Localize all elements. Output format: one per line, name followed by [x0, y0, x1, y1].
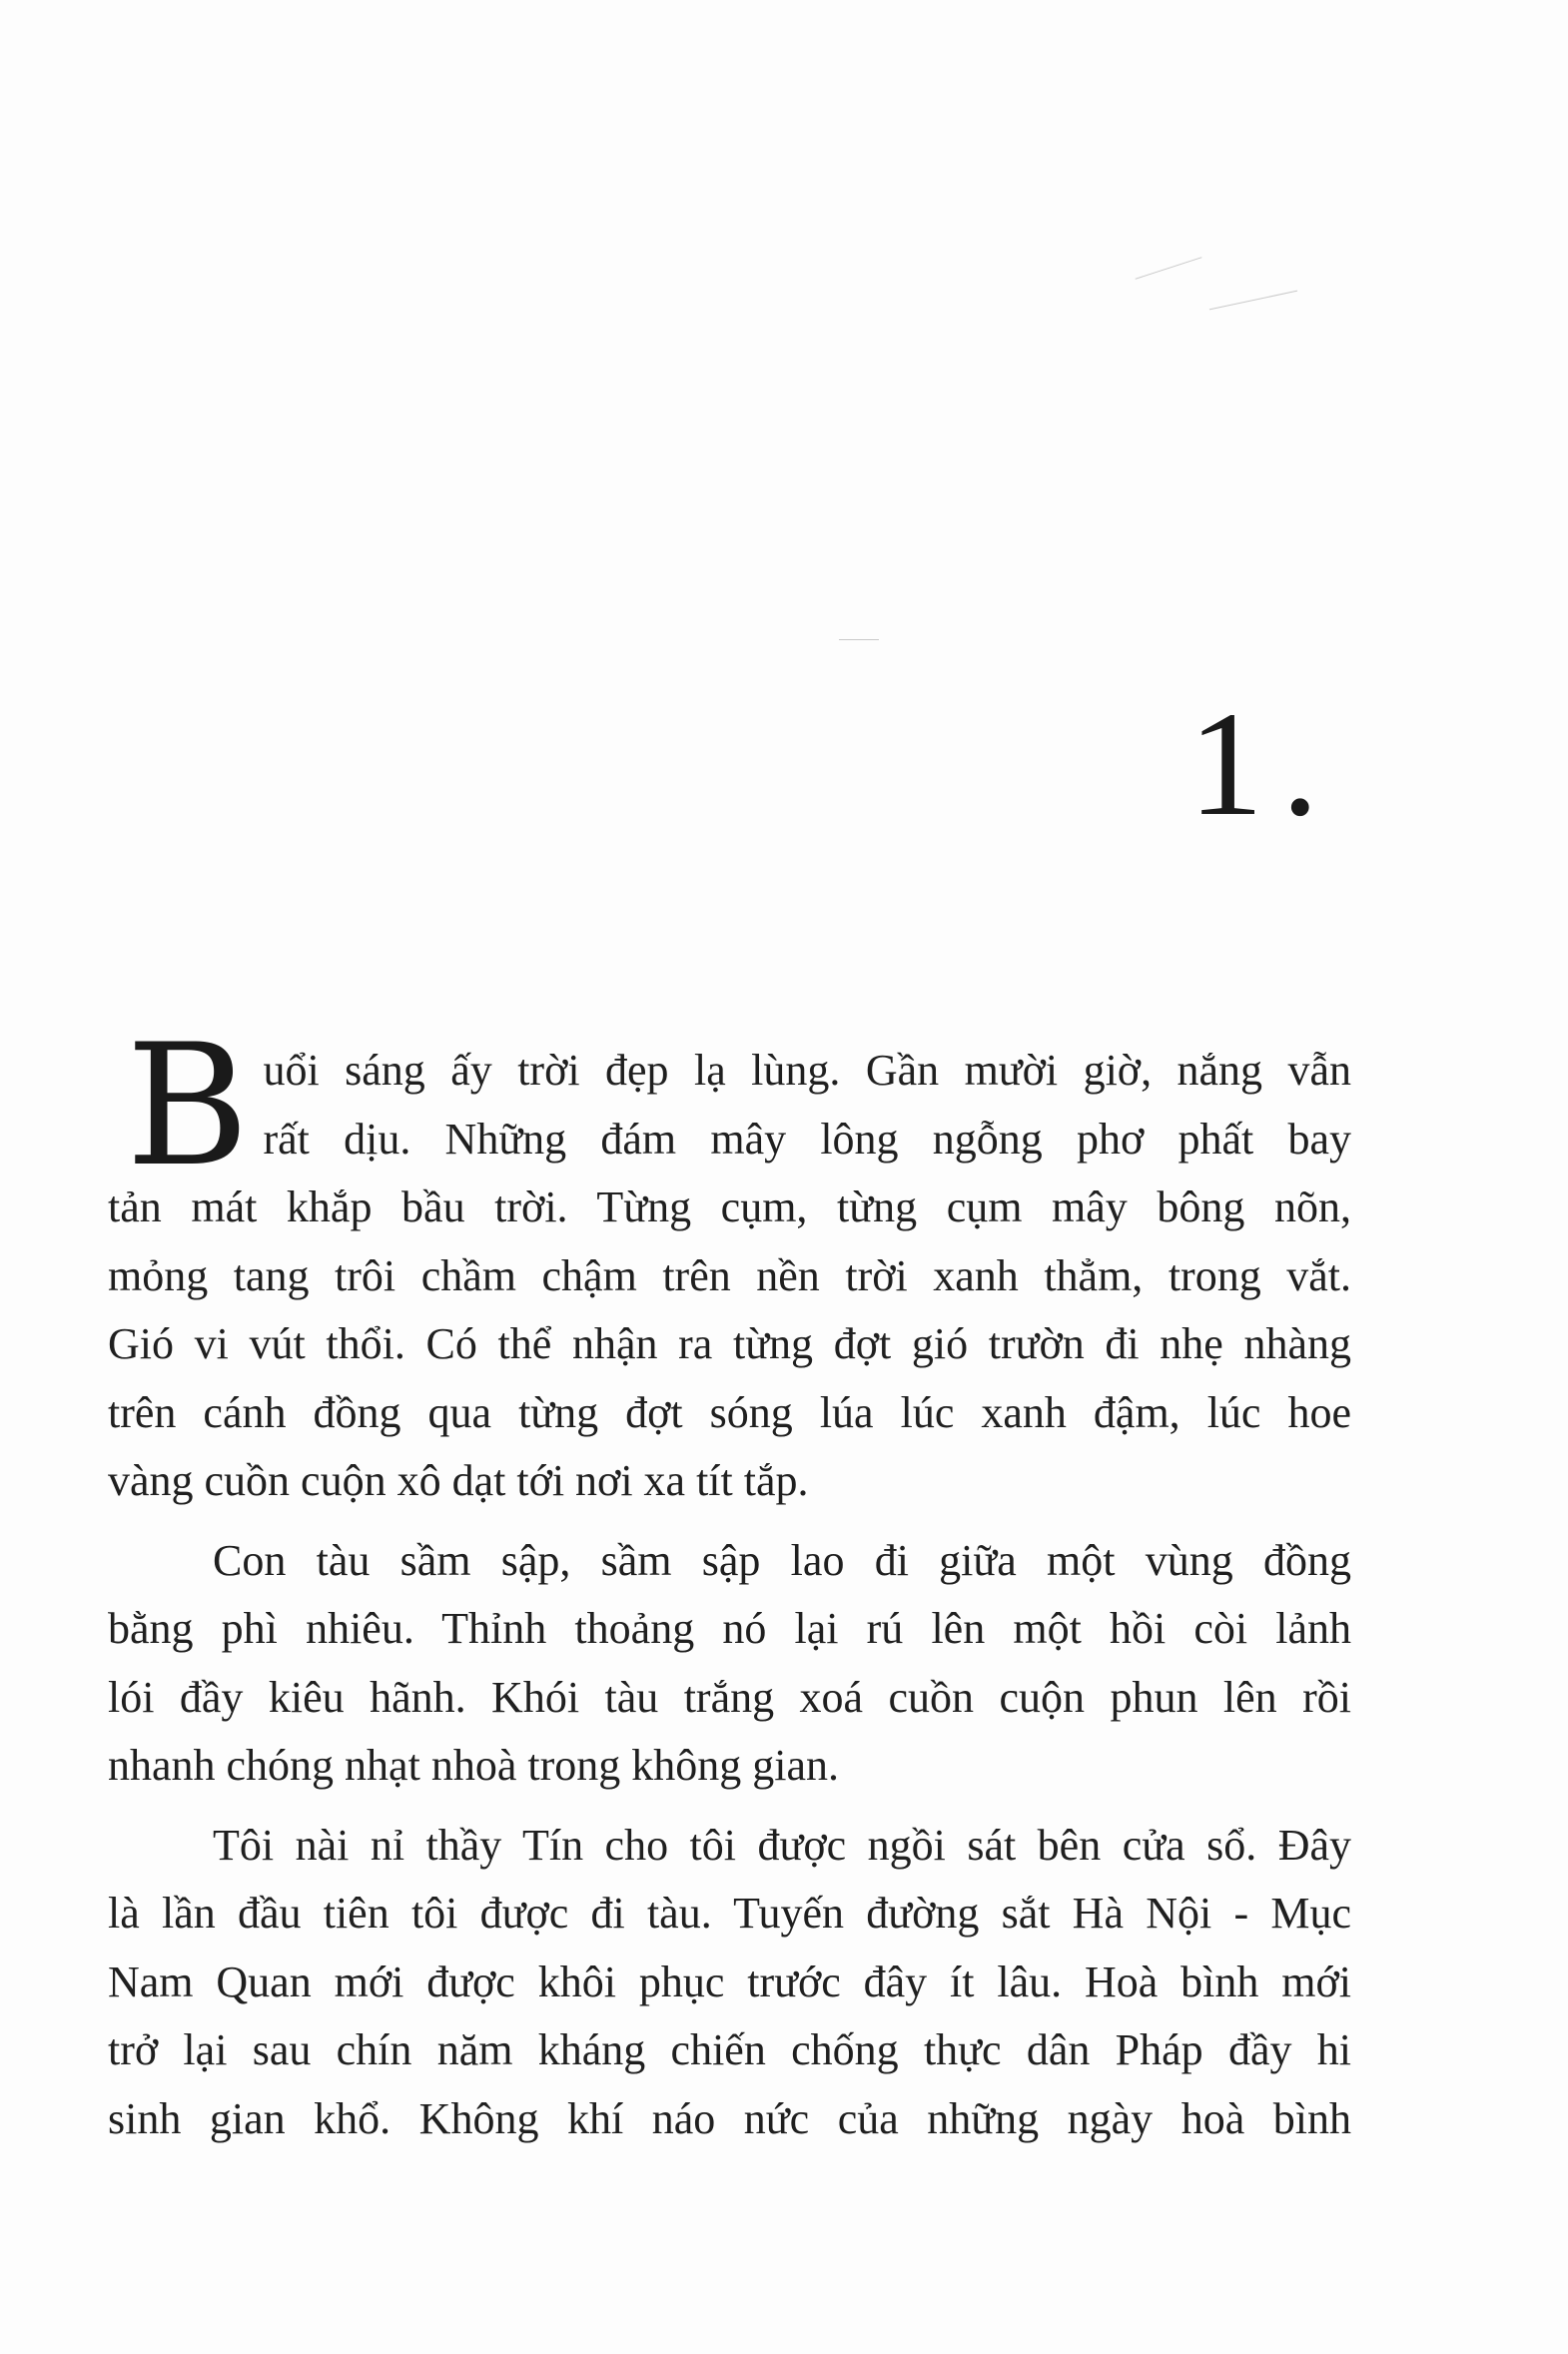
text-line: bằng phì nhiêu. Thỉnh thoảng nó lại rú lên một hồi còi lảnh — [108, 1604, 1351, 1653]
text-line: nhanh chóng nhạt nhoà trong không gian. — [108, 1741, 839, 1790]
chapter-body — [108, 1008, 1351, 2153]
text-line: rất dịu. Những đám mây lông ngỗng phơ phất bay — [263, 1114, 1351, 1164]
drop-cap: B — [126, 1008, 250, 1203]
scan-speck — [1136, 257, 1202, 280]
text-line: sinh gian khổ. Không khí náo nức của những ngày hoà bình — [108, 2093, 1351, 2143]
text-line: Tôi nài nỉ thầy Tín cho tôi được ngồi sát bên cửa sổ. Đây — [213, 1820, 1351, 1870]
text-line: Gió vi vút thổi. Có thể nhận ra từng đợt gió trườn đi nhẹ nhàng — [108, 1319, 1351, 1368]
text-line: tản mát khắp bầu trời. Từng cụm, từng cụm mây bông nõn, — [108, 1182, 1351, 1231]
scan-speck — [1209, 291, 1297, 311]
text-line: mỏng tang trôi chầm chậm trên nền trời xanh thẳm, trong vắt. — [108, 1250, 1351, 1300]
paragraph-3 — [108, 1812, 1351, 2154]
scan-speck — [839, 639, 879, 640]
text-line: uổi sáng ấy trời đẹp lạ lùng. Gần mười giờ, nắng vẫn — [263, 1046, 1351, 1095]
text-line: trên cánh đồng qua từng đợt sóng lúa lúc xanh đậm, lúc hoe — [108, 1387, 1351, 1437]
text-line: Con tàu sầm sập, sầm sập lao đi giữa một vùng đồng — [213, 1535, 1351, 1585]
text-line: là lần đầu tiên tôi được đi tàu. Tuyến đường sắt Hà Nội - Mục — [108, 1889, 1351, 1938]
text-line: trở lại sau chín năm kháng chiến chống thực dân Pháp đầy hi — [108, 2025, 1351, 2074]
text-line: vàng cuồn cuộn xô dạt tới nơi xa tít tắp. — [108, 1456, 809, 1505]
paragraph-1 — [108, 1008, 1351, 1516]
paragraph-2 — [108, 1527, 1351, 1801]
text-line: Nam Quan mới được khôi phục trước đây ít lâu. Hoà bình mới — [108, 1957, 1351, 2006]
chapter-number: 1. — [1188, 681, 1337, 847]
text-line: lói đầy kiêu hãnh. Khói tàu trắng xoá cuồn cuộn phun lên rồi — [108, 1672, 1351, 1722]
